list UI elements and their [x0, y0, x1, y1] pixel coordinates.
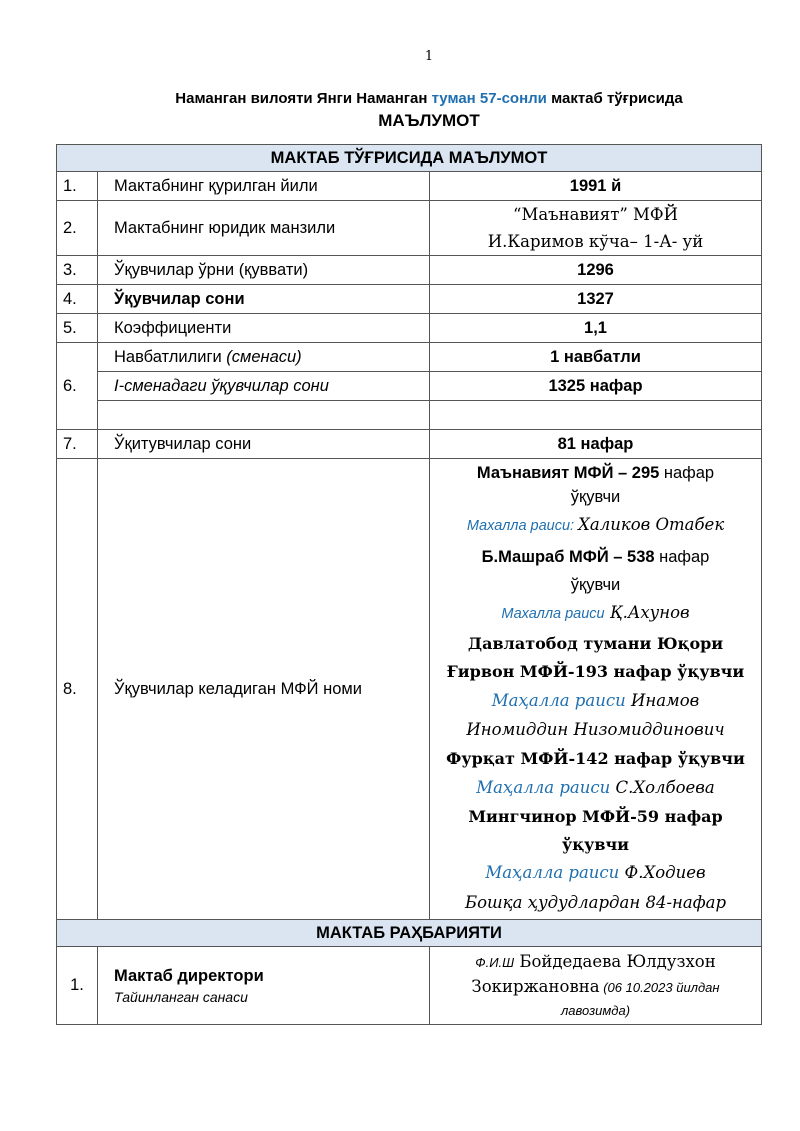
director-label: Мактаб директори — [114, 966, 264, 985]
table-row — [57, 172, 762, 201]
shift-label-italic: (сменаси) — [226, 347, 302, 366]
row-label: Мактабнинг юридик манзили — [98, 201, 430, 256]
section-header-school: МАКТАБ ТЎҒРИСИДА МАЪЛУМОТ — [57, 145, 762, 172]
empty-row — [57, 401, 762, 430]
table-row — [57, 285, 762, 314]
chair-label: Маҳалла раиси — [485, 863, 620, 882]
mfy-3-line-1: Давлатобод тумани Юқори — [467, 634, 724, 653]
mfy-1-name: Маънавият МФЙ – 295 — [476, 464, 660, 482]
chair-label: Махалла раиси: — [466, 518, 579, 534]
director-name-line-2 — [436, 976, 755, 1022]
row-label: Мактабнинг қурилган йили — [98, 172, 430, 201]
mfy-2-name: Б.Машраб МФЙ – 538 — [481, 548, 655, 566]
table-row — [57, 343, 762, 372]
row-number: 4. — [57, 285, 98, 314]
row-number: 8. — [57, 459, 98, 920]
mfy-3-line-2: Ғирвон МФЙ-193 нафар ўқувчи — [446, 662, 745, 681]
mfy-3-chair — [436, 686, 755, 715]
row-number: 7. — [57, 430, 98, 459]
mfy-4-chair — [436, 773, 755, 802]
table-row — [57, 430, 762, 459]
chair-name: Қ.Ахунов — [604, 603, 690, 622]
address-line-2: И.Каримов кўча– 1-А- уй — [487, 232, 704, 251]
row-value: 81 нафар — [430, 430, 762, 459]
row-label: Ўқувчилар ўрни (қуввати) — [98, 256, 430, 285]
director-row — [57, 947, 762, 1025]
mfy-2-chair — [436, 597, 755, 630]
section-header-row — [57, 145, 762, 172]
director-label-cell — [98, 947, 430, 1025]
row-label: Коэффициенти — [98, 314, 430, 343]
row-number: 5. — [57, 314, 98, 343]
chair-name: С.Холбоева — [610, 778, 715, 797]
row-value: 1296 — [430, 256, 762, 285]
table-row — [57, 372, 762, 401]
empty-cell — [430, 401, 762, 430]
row-value: 1991 й — [430, 172, 762, 201]
mfy-5-line-1: Мингчинор МФЙ-59 нафар — [468, 807, 723, 826]
row-number: 2. — [57, 201, 98, 256]
chair-name: Халиков Отабек — [578, 515, 725, 534]
director-since: (06 10.2023 йилдан лавозимда) — [560, 980, 720, 1018]
mfy-5-line-2: ўқувчи — [561, 835, 630, 854]
row-value: 1325 нафар — [430, 372, 762, 401]
table-row — [57, 314, 762, 343]
row-label: Ўқитувчилар сони — [98, 430, 430, 459]
chair-label: Махалла раиси — [501, 606, 605, 622]
row-number: 3. — [57, 256, 98, 285]
director-name-line-1 — [436, 949, 755, 976]
section-header-row — [57, 920, 762, 947]
other-areas: Бошқа ҳудудлардан 84-нафар — [464, 893, 727, 912]
row-label: Ўқувчилар келадиган МФЙ номи — [98, 459, 430, 920]
chair-name: Ф.Ходиев — [619, 863, 706, 882]
page-number: 1 — [424, 49, 434, 64]
mfy-1-line — [436, 461, 755, 485]
row-number: 1. — [57, 947, 98, 1025]
section-header-leadership: МАКТАБ РАҲБАРИЯТИ — [57, 920, 762, 947]
director-name-2: Зокиржановна — [471, 977, 600, 996]
chair-label: Маҳалла раиси — [476, 778, 611, 797]
fio-label: Ф.И.Ш — [475, 955, 515, 970]
chair-label: Маҳалла раиси — [491, 691, 626, 710]
mfy-2-line — [436, 542, 755, 573]
row-number: 6. — [57, 343, 98, 430]
row-value: 1327 — [430, 285, 762, 314]
empty-cell — [98, 401, 430, 430]
row-label: Ўқувчилар сони — [98, 285, 430, 314]
heading-part-1: Наманган вилояти Янги Наманган — [175, 90, 432, 107]
director-value — [430, 947, 762, 1025]
row-number: 1. — [57, 172, 98, 201]
page-heading — [0, 90, 800, 107]
chair-name: Инамов — [625, 691, 700, 710]
mfy-3-chair-name: Иномиддин Низомиддинович — [466, 720, 725, 739]
heading-part-3: мактаб тўғрисида — [546, 90, 683, 107]
school-info-table — [56, 144, 762, 1025]
row-value: 1,1 — [430, 314, 762, 343]
page-title: МАЪЛУМОТ — [378, 111, 480, 130]
row-value — [430, 201, 762, 256]
mfy-2-count-unit: ўқувчи — [570, 576, 621, 594]
row-label — [98, 343, 430, 372]
mfy-5-chair — [436, 858, 755, 888]
mfy-1-count-unit: ўқувчи — [570, 488, 621, 506]
table-row — [57, 459, 762, 920]
table-row — [57, 201, 762, 256]
mfy-1-count: нафар — [659, 464, 715, 482]
row-label: I-сменадаги ўқувчилар сони — [98, 372, 430, 401]
appointment-date-label: Тайинланган санаси — [114, 988, 248, 1005]
director-name-1: Бойдедаева Юлдузхон — [514, 952, 716, 971]
shift-label: Навбатлилиги — [114, 347, 227, 366]
mfy-1-chair — [436, 509, 755, 542]
table-row — [57, 256, 762, 285]
row-value: 1 навбатли — [430, 343, 762, 372]
mfy-list — [430, 459, 762, 920]
heading-part-2: туман 57-сонли — [431, 90, 547, 107]
mfy-4-line: Фурқат МФЙ-142 нафар ўқувчи — [446, 749, 745, 768]
address-line-1: “Маънавият” МФЙ — [513, 205, 678, 224]
mfy-2-count: нафар — [654, 548, 710, 566]
